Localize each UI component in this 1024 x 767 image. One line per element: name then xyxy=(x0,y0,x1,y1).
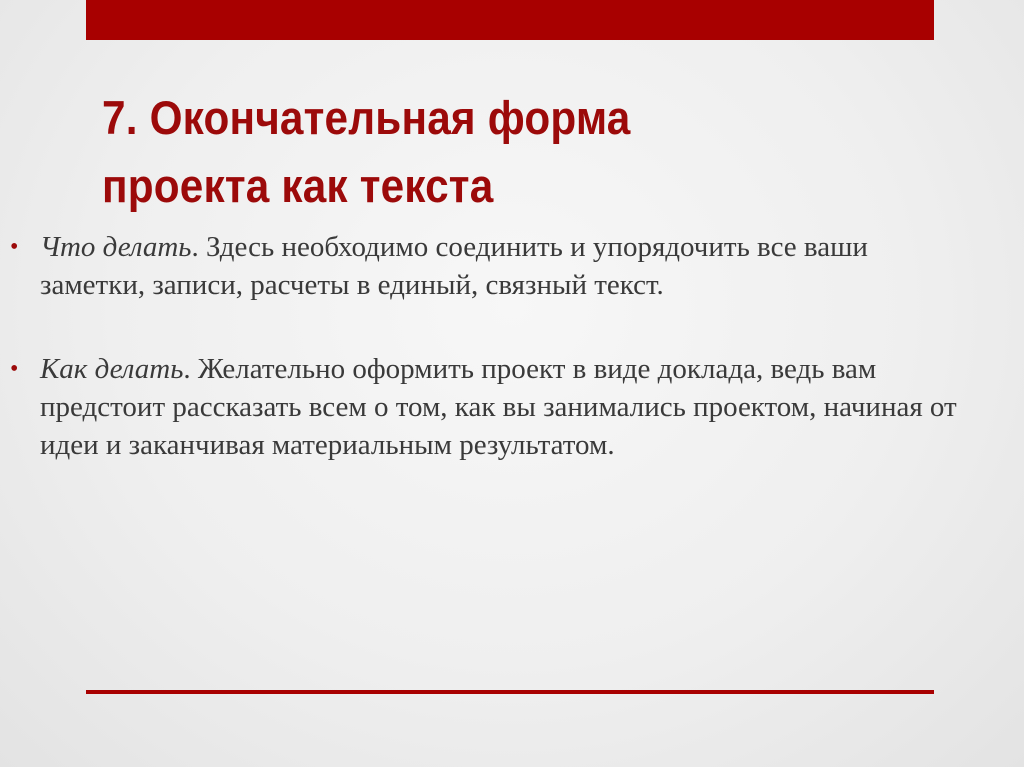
bullet-list xyxy=(10,228,970,510)
bullet-item-what xyxy=(10,228,970,304)
bullet-lead-how: Как делать xyxy=(40,353,184,385)
title-line-1: 7. Окончательная форма xyxy=(102,91,631,144)
bullet-text-what: . Здесь необходимо соединить и упорядочить все ваши заметки, записи, расчеты в единый, связный текст. xyxy=(40,231,868,301)
bullet-text-how: . Желательно оформить проект в виде доклада, ведь вам предстоит рассказать всем о том, как вы занимались проектом, начиная от идеи и заканчивая материальным результатом. xyxy=(40,353,957,461)
top-accent-bar xyxy=(86,0,934,40)
bullet-lead-what: Что делать xyxy=(40,231,192,263)
bullet-icon: • xyxy=(10,356,19,382)
title-line-2: проекта как текста xyxy=(102,159,494,212)
bullet-icon: • xyxy=(10,234,19,260)
bullet-item-how xyxy=(10,350,970,464)
slide-title xyxy=(102,84,840,220)
bottom-accent-rule xyxy=(86,690,934,694)
